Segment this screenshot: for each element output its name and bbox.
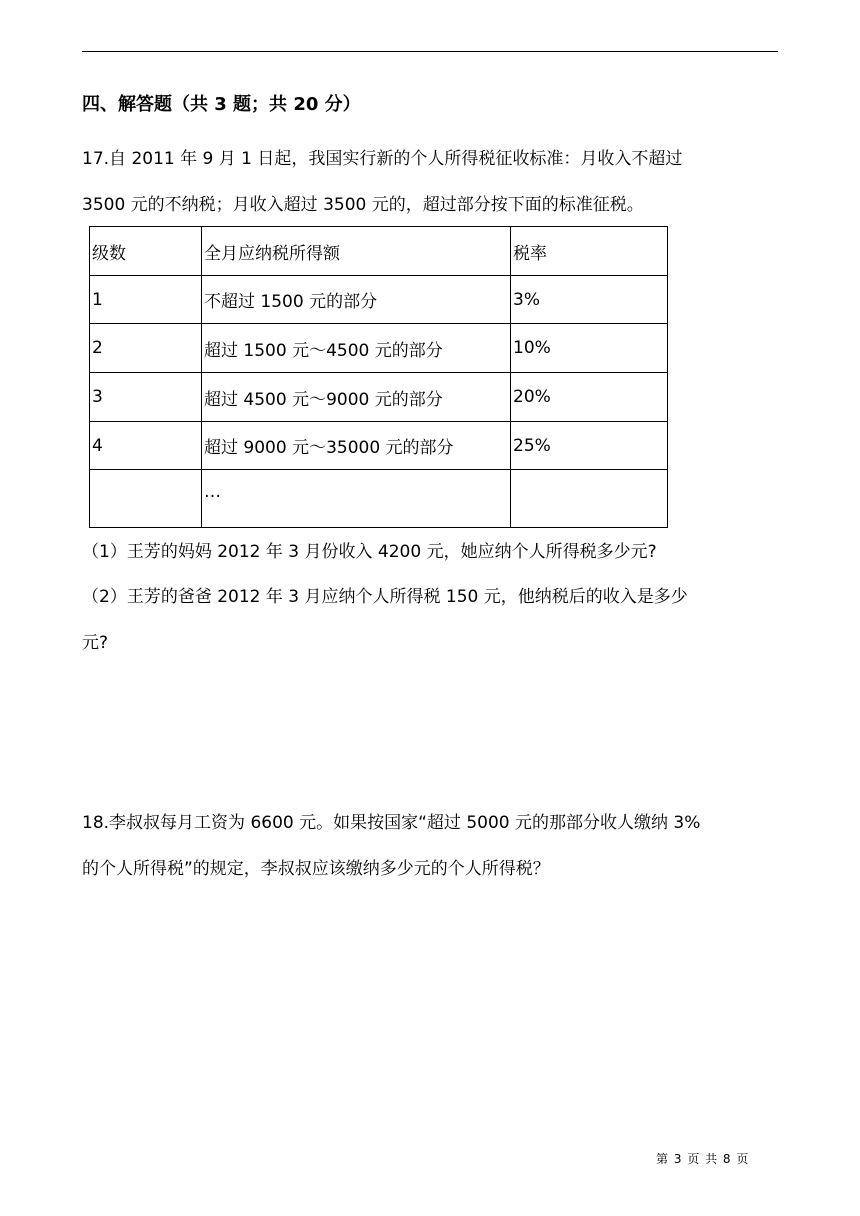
table-cell: 3% bbox=[511, 276, 668, 324]
header-rule bbox=[82, 51, 778, 52]
q18-line-1: 18.李叔叔每月工资为 6600 元。如果按国家“超过 5000 元的那部分收人缴纳 3% bbox=[82, 813, 701, 833]
table-cell: 超过 4500 元～9000 元的部分 bbox=[202, 373, 511, 422]
table-cell bbox=[90, 470, 202, 528]
table-cell: 10% bbox=[511, 324, 668, 373]
table-cell: 不超过 1500 元的部分 bbox=[202, 276, 511, 324]
q18-line-2: 的个人所得税”的规定，李叔叔应该缴纳多少元的个人所得税？ bbox=[82, 859, 550, 879]
table-cell: 超过 1500 元～4500 元的部分 bbox=[202, 324, 511, 373]
table-row bbox=[90, 324, 668, 373]
table-row bbox=[90, 422, 668, 470]
table-header-row bbox=[90, 227, 668, 276]
table-row bbox=[90, 373, 668, 422]
q17-line-1: 17.自 2011 年 9 月 1 日起，我国实行新的个人所得税征收标准：月收入不超过 bbox=[82, 149, 683, 169]
table-cell: … bbox=[202, 470, 511, 528]
table-cell: 1 bbox=[90, 276, 202, 324]
page-footer: 第 3 页 共 8 页 bbox=[656, 1152, 750, 1166]
table-cell: 3 bbox=[90, 373, 202, 422]
header-cell-level: 级数 bbox=[90, 227, 202, 276]
header-cell-income: 全月应纳税所得额 bbox=[202, 227, 511, 276]
table-cell: 超过 9000 元～35000 元的部分 bbox=[202, 422, 511, 470]
q17-sub-question-2-line-2: 元? bbox=[82, 633, 109, 653]
table-cell: 20% bbox=[511, 373, 668, 422]
table-cell: 2 bbox=[90, 324, 202, 373]
header-cell-rate: 税率 bbox=[511, 227, 668, 276]
q17-line-2: 3500 元的不纳税；月收入超过 3500 元的，超过部分按下面的标准征税。 bbox=[82, 195, 644, 215]
table-row bbox=[90, 276, 668, 324]
section-title: 四、解答题（共 3 题；共 20 分） bbox=[82, 94, 361, 115]
tax-rate-table bbox=[89, 226, 668, 528]
q17-sub-question-2-line-1: （2）王芳的爸爸 2012 年 3 月应纳个人所得税 150 元，他纳税后的收入是多少 bbox=[82, 587, 688, 607]
table-cell: 25% bbox=[511, 422, 668, 470]
q17-sub-question-1: （1）王芳的妈妈 2012 年 3 月份收入 4200 元，她应纳个人所得税多少元? bbox=[82, 542, 657, 562]
table-cell: 4 bbox=[90, 422, 202, 470]
table-row bbox=[90, 470, 668, 528]
table-cell bbox=[511, 470, 668, 528]
